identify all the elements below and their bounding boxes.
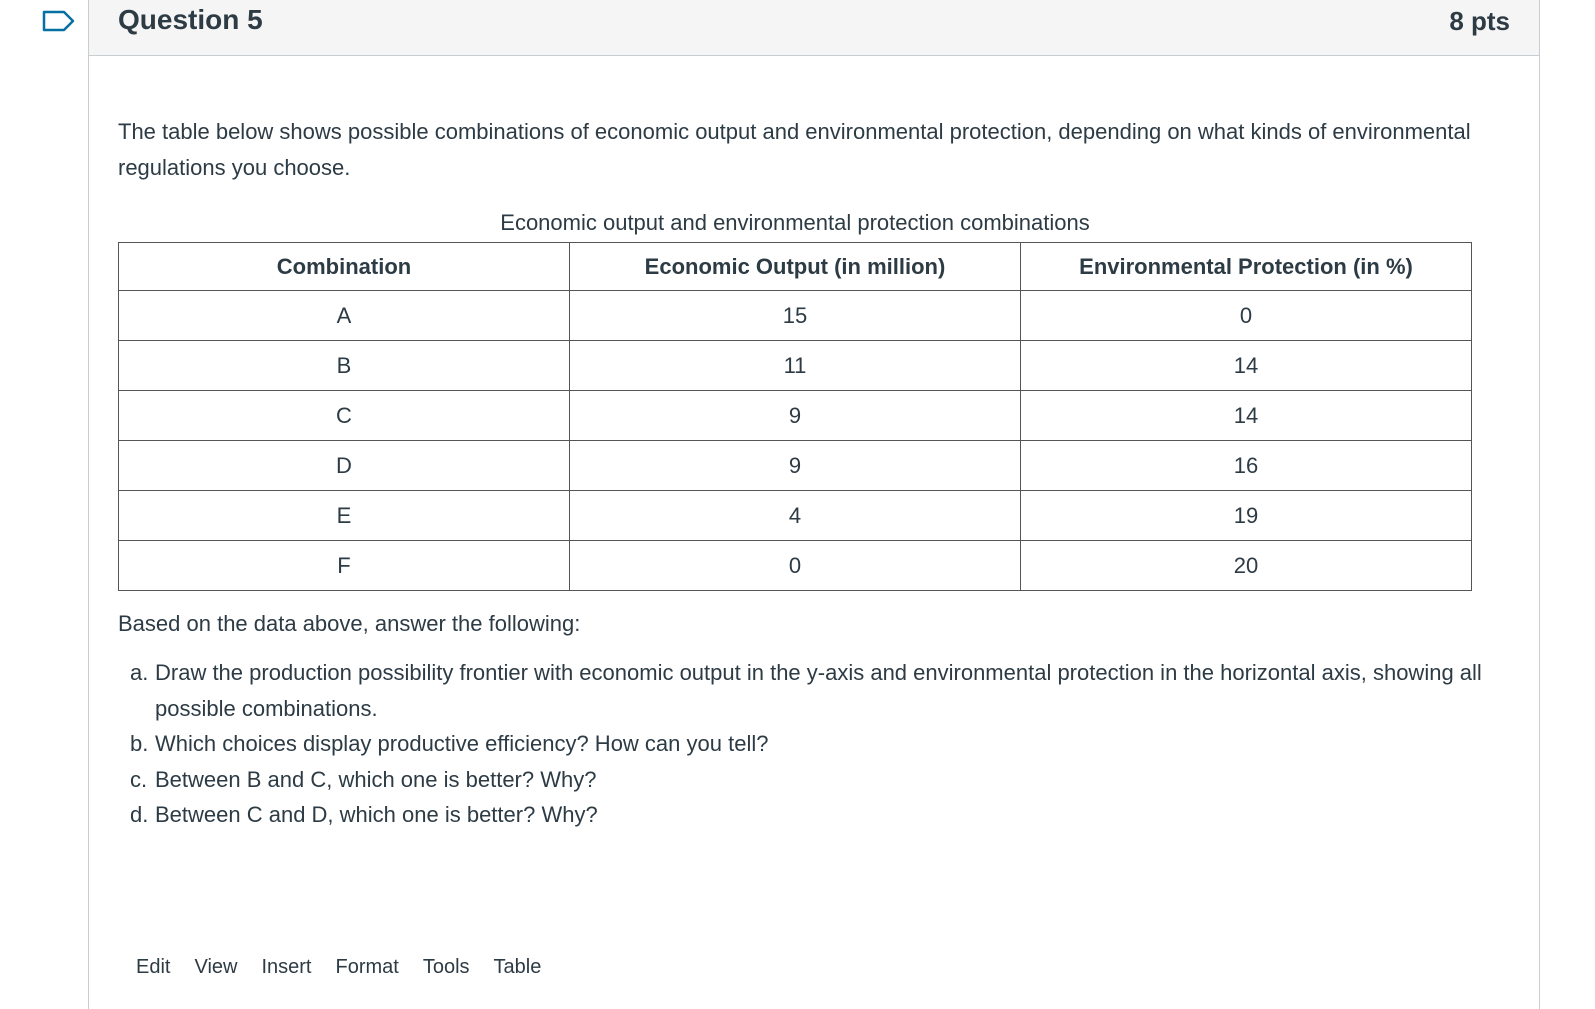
table-cell: C — [119, 391, 570, 441]
table-cell: 0 — [570, 541, 1021, 591]
list-marker: a. — [130, 660, 149, 685]
table-cell: 15 — [570, 291, 1021, 341]
list-item-text: Draw the production possibility frontier with economic output in the y-axis and environmental protection in the horizontal axis, showing all possible combinations. — [155, 660, 1482, 721]
question-title: Question 5 — [118, 4, 263, 35]
list-item-text: Which choices display productive efficiency? How can you tell? — [155, 731, 769, 756]
task-list — [118, 655, 1513, 833]
list-marker: b. — [130, 731, 149, 756]
editor-menubar — [136, 956, 565, 979]
data-table — [118, 242, 1472, 591]
table-row — [119, 291, 1472, 341]
table-cell: 11 — [570, 341, 1021, 391]
question-body — [118, 114, 1513, 833]
list-item — [130, 797, 1513, 833]
table-cell: D — [119, 441, 570, 491]
flag-question-icon[interactable] — [42, 10, 76, 32]
list-marker: d. — [130, 802, 149, 827]
list-item-text: Between C and D, which one is better? Why? — [155, 802, 598, 827]
table-header-row — [119, 243, 1472, 291]
table-row — [119, 341, 1472, 391]
table-cell: 14 — [1021, 391, 1472, 441]
column-header: Combination — [119, 243, 570, 291]
prompt-text: Based on the data above, answer the following: — [118, 611, 581, 636]
list-item — [130, 655, 1513, 726]
table-cell: A — [119, 291, 570, 341]
table-cell: F — [119, 541, 570, 591]
menu-insert[interactable]: Insert — [261, 956, 312, 978]
column-header: Environmental Protection (in %) — [1021, 243, 1472, 291]
question-panel — [88, 0, 1540, 1009]
table-cell: 9 — [570, 391, 1021, 441]
table-cell: E — [119, 491, 570, 541]
column-header: Economic Output (in million) — [570, 243, 1021, 291]
table-cell: 16 — [1021, 441, 1472, 491]
menu-edit[interactable]: Edit — [136, 956, 171, 978]
table-caption: Economic output and environmental protection combinations — [500, 210, 1090, 235]
table-cell: 19 — [1021, 491, 1472, 541]
table-cell: 14 — [1021, 341, 1472, 391]
table-cell: 4 — [570, 491, 1021, 541]
intro-text: The table below shows possible combinations of economic output and environmental protection, depending on what kinds of environmental regulations you choose. — [118, 119, 1471, 180]
table-cell: B — [119, 341, 570, 391]
table-cell: 9 — [570, 441, 1021, 491]
table-row — [119, 541, 1472, 591]
list-marker: c. — [130, 766, 148, 792]
menu-view[interactable]: View — [194, 956, 238, 978]
question-header — [89, 0, 1539, 56]
list-item — [130, 762, 1513, 798]
menu-format[interactable]: Format — [335, 956, 399, 978]
list-item-text: Between B and C, which one is better? Why? — [155, 766, 597, 792]
table-row — [119, 491, 1472, 541]
table-row — [119, 391, 1472, 441]
question-points: 8 pts — [1449, 6, 1510, 36]
list-item — [130, 726, 1513, 762]
menu-table[interactable]: Table — [493, 956, 542, 978]
table-cell: 0 — [1021, 291, 1472, 341]
menu-tools[interactable]: Tools — [422, 956, 470, 978]
table-cell: 20 — [1021, 541, 1472, 591]
table-row — [119, 441, 1472, 491]
